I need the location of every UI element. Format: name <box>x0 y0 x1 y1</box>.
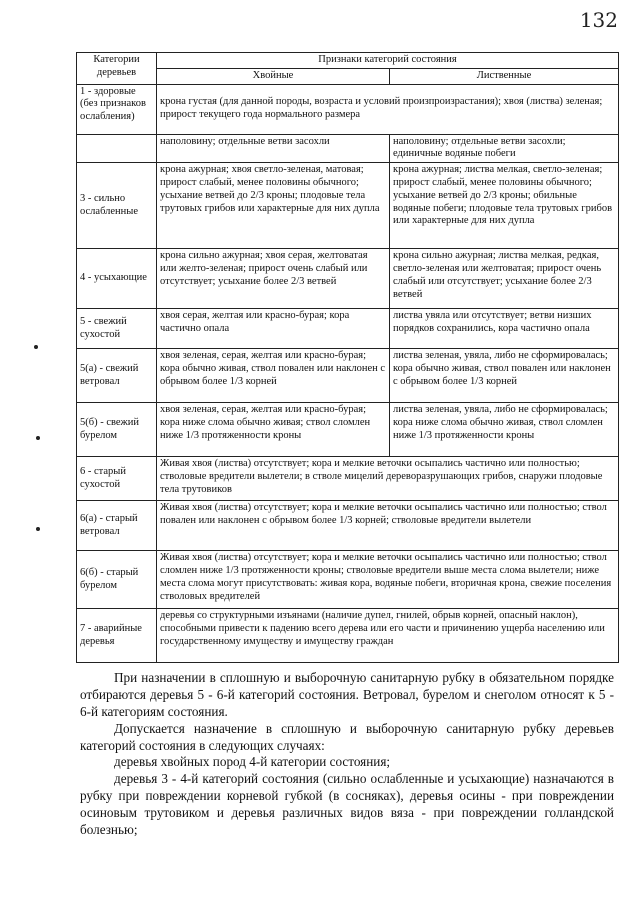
signs-merged-cell: крона густая (для данной породы, возраста и условий произпроизрастания); хвоя (листва) зеленая; прирост текущего года нормального размера <box>157 84 619 134</box>
deciduous-cell: листва зеленая, увяла, либо не сформировалась; кора обычно живая, ствол повален или наклонен с обрывом более 1/3 корней <box>390 349 619 403</box>
deciduous-cell: крона сильно ажурная; листва мелкая, редкая, светло-зеленая или желтоватая; прирост очень слабый или отсутствует; усыхание более 2/3 ветвей <box>390 249 619 309</box>
header-signs: Признаки категорий состояния <box>157 53 619 69</box>
conifer-cell: хвоя зеленая, серая, желтая или красно-бурая; кора обычно живая, ствол повален или наклонен с обрывом более 1/3 корней <box>157 349 390 403</box>
scan-mark <box>34 345 38 349</box>
page-number: 132 <box>579 8 618 32</box>
category-cell: 6(а) - старый ветровал <box>77 501 157 551</box>
deciduous-cell: листва зеленая, увяла, либо не сформировалась; кора ниже слома обычно живая, ствол сломлен ниже 1/3 протяженности кроны <box>390 403 619 457</box>
table-row <box>77 134 619 163</box>
category-cell: 6 - старый сухостой <box>77 457 157 501</box>
deciduous-cell: крона ажурная; листва мелкая, светло-зеленая; прирост слабый, менее половины обычного; усыхание ветвей до 2/3 кроны; обильные водяные побеги; плодовые тела трутовых грибов или характерные для них дупла <box>390 163 619 249</box>
table-subheader-row <box>77 68 619 84</box>
category-cell: 1 - здоровые (без признаков ослабления) <box>77 84 157 134</box>
conifer-cell: хвоя зеленая, серая, желтая или красно-бурая; кора ниже слома обычно живая; ствол сломлен ниже 1/3 протяженности кроны <box>157 403 390 457</box>
table-row <box>77 551 619 609</box>
conifer-cell: хвоя серая, желтая или красно-бурая; кора частично опала <box>157 309 390 349</box>
table-row <box>77 501 619 551</box>
category-cell: 6(б) - старый бурелом <box>77 551 157 609</box>
paragraph: Допускается назначение в сплошную и выборочную санитарную рубку деревьев категорий состояния в следующих случаях: <box>80 720 614 753</box>
header-conifer: Хвойные <box>157 68 390 84</box>
signs-merged-cell: деревья со структурными изъянами (наличие дупел, гнилей, обрыв корней, опасный наклон), способными привести к падению всего дерева или его части и причинению ущерба населению или государственному имуществу и имуществу граждан <box>157 609 619 663</box>
table-row <box>77 349 619 403</box>
category-cell: 5(б) - свежий бурелом <box>77 403 157 457</box>
deciduous-cell: наполовину; отдельные ветви засохли; единичные водяные побеги <box>390 134 619 163</box>
deciduous-cell: листва увяла или отсутствует; ветви низших порядков сохранились, кора частично опала <box>390 309 619 349</box>
table-row <box>77 249 619 309</box>
category-cell: 7 - аварийные деревья <box>77 609 157 663</box>
conifer-cell: крона сильно ажурная; хвоя серая, желтоватая или желто-зеленая; прирост очень слабый или отсутствует; усыхание более 2/3 ветвей <box>157 249 390 309</box>
paragraph: При назначении в сплошную и выборочную санитарную рубку в обязательном порядке отбираются деревья 5 - 6-й категорий состояния. Ветровал, бурелом и снеголом относят к 5 - 6-й категориям состояния. <box>80 670 614 719</box>
category-cell: 3 - сильно ослабленные <box>77 163 157 249</box>
conifer-cell: крона ажурная; хвоя светло-зеленая, матовая; прирост слабый, менее половины обычного; усыхание ветвей до 2/3 кроны; плодовые тела трутовых грибов или характерные для них дупла <box>157 163 390 249</box>
category-cell: 4 - усыхающие <box>77 249 157 309</box>
signs-merged-cell: Живая хвоя (листва) отсутствует; кора и мелкие веточки осыпались частично или полностью; ствол повален или наклонен с обрывом более 1/3 корней; стволовые вредители вылетели <box>157 501 619 551</box>
table-row <box>77 457 619 501</box>
category-cell <box>77 134 157 163</box>
header-categories: Категории деревьев <box>77 53 157 85</box>
paragraph: деревья 3 - 4-й категорий состояния (сильно ослабленные и усыхающие) назначаются в рубку при повреждении корневой губкой (в сосняках), деревья осины - при повреждении осиновым трутовиком и деревья различных видов вяза - при повреждении голландской болезнью; <box>80 771 614 838</box>
category-cell: 5(а) - свежий ветровал <box>77 349 157 403</box>
conifer-cell: наполовину; отдельные ветви засохли <box>157 134 390 163</box>
table-row <box>77 163 619 249</box>
body-text <box>80 670 614 839</box>
header-deciduous: Лиственные <box>390 68 619 84</box>
scan-mark <box>36 436 40 440</box>
signs-merged-cell: Живая хвоя (листва) отсутствует; кора и мелкие веточки осыпались частично или полностью; стволовые вредители вылетели; в стволе мицелий дереворазрушающих грибов, снаружи плодовые тела трутовиков <box>157 457 619 501</box>
paragraph: деревья хвойных пород 4-й категории состояния; <box>114 754 391 770</box>
condition-categories-table <box>76 52 619 663</box>
table-row <box>77 609 619 663</box>
table-row <box>77 403 619 457</box>
category-cell: 5 - свежий сухостой <box>77 309 157 349</box>
signs-merged-cell: Живая хвоя (листва) отсутствует; кора и мелкие веточки осыпались частично или полностью; ствол сломлен ниже 1/3 протяженности кроны; стволовые вредители выше места слома вылетели; ниже места слома могут присутствовать: живая кора, водяные побеги, вторичная крона, свежие поселения стволовых вредителей <box>157 551 619 609</box>
scan-mark <box>36 527 40 531</box>
table-row <box>77 84 619 134</box>
table-row <box>77 309 619 349</box>
table-header-row <box>77 53 619 69</box>
